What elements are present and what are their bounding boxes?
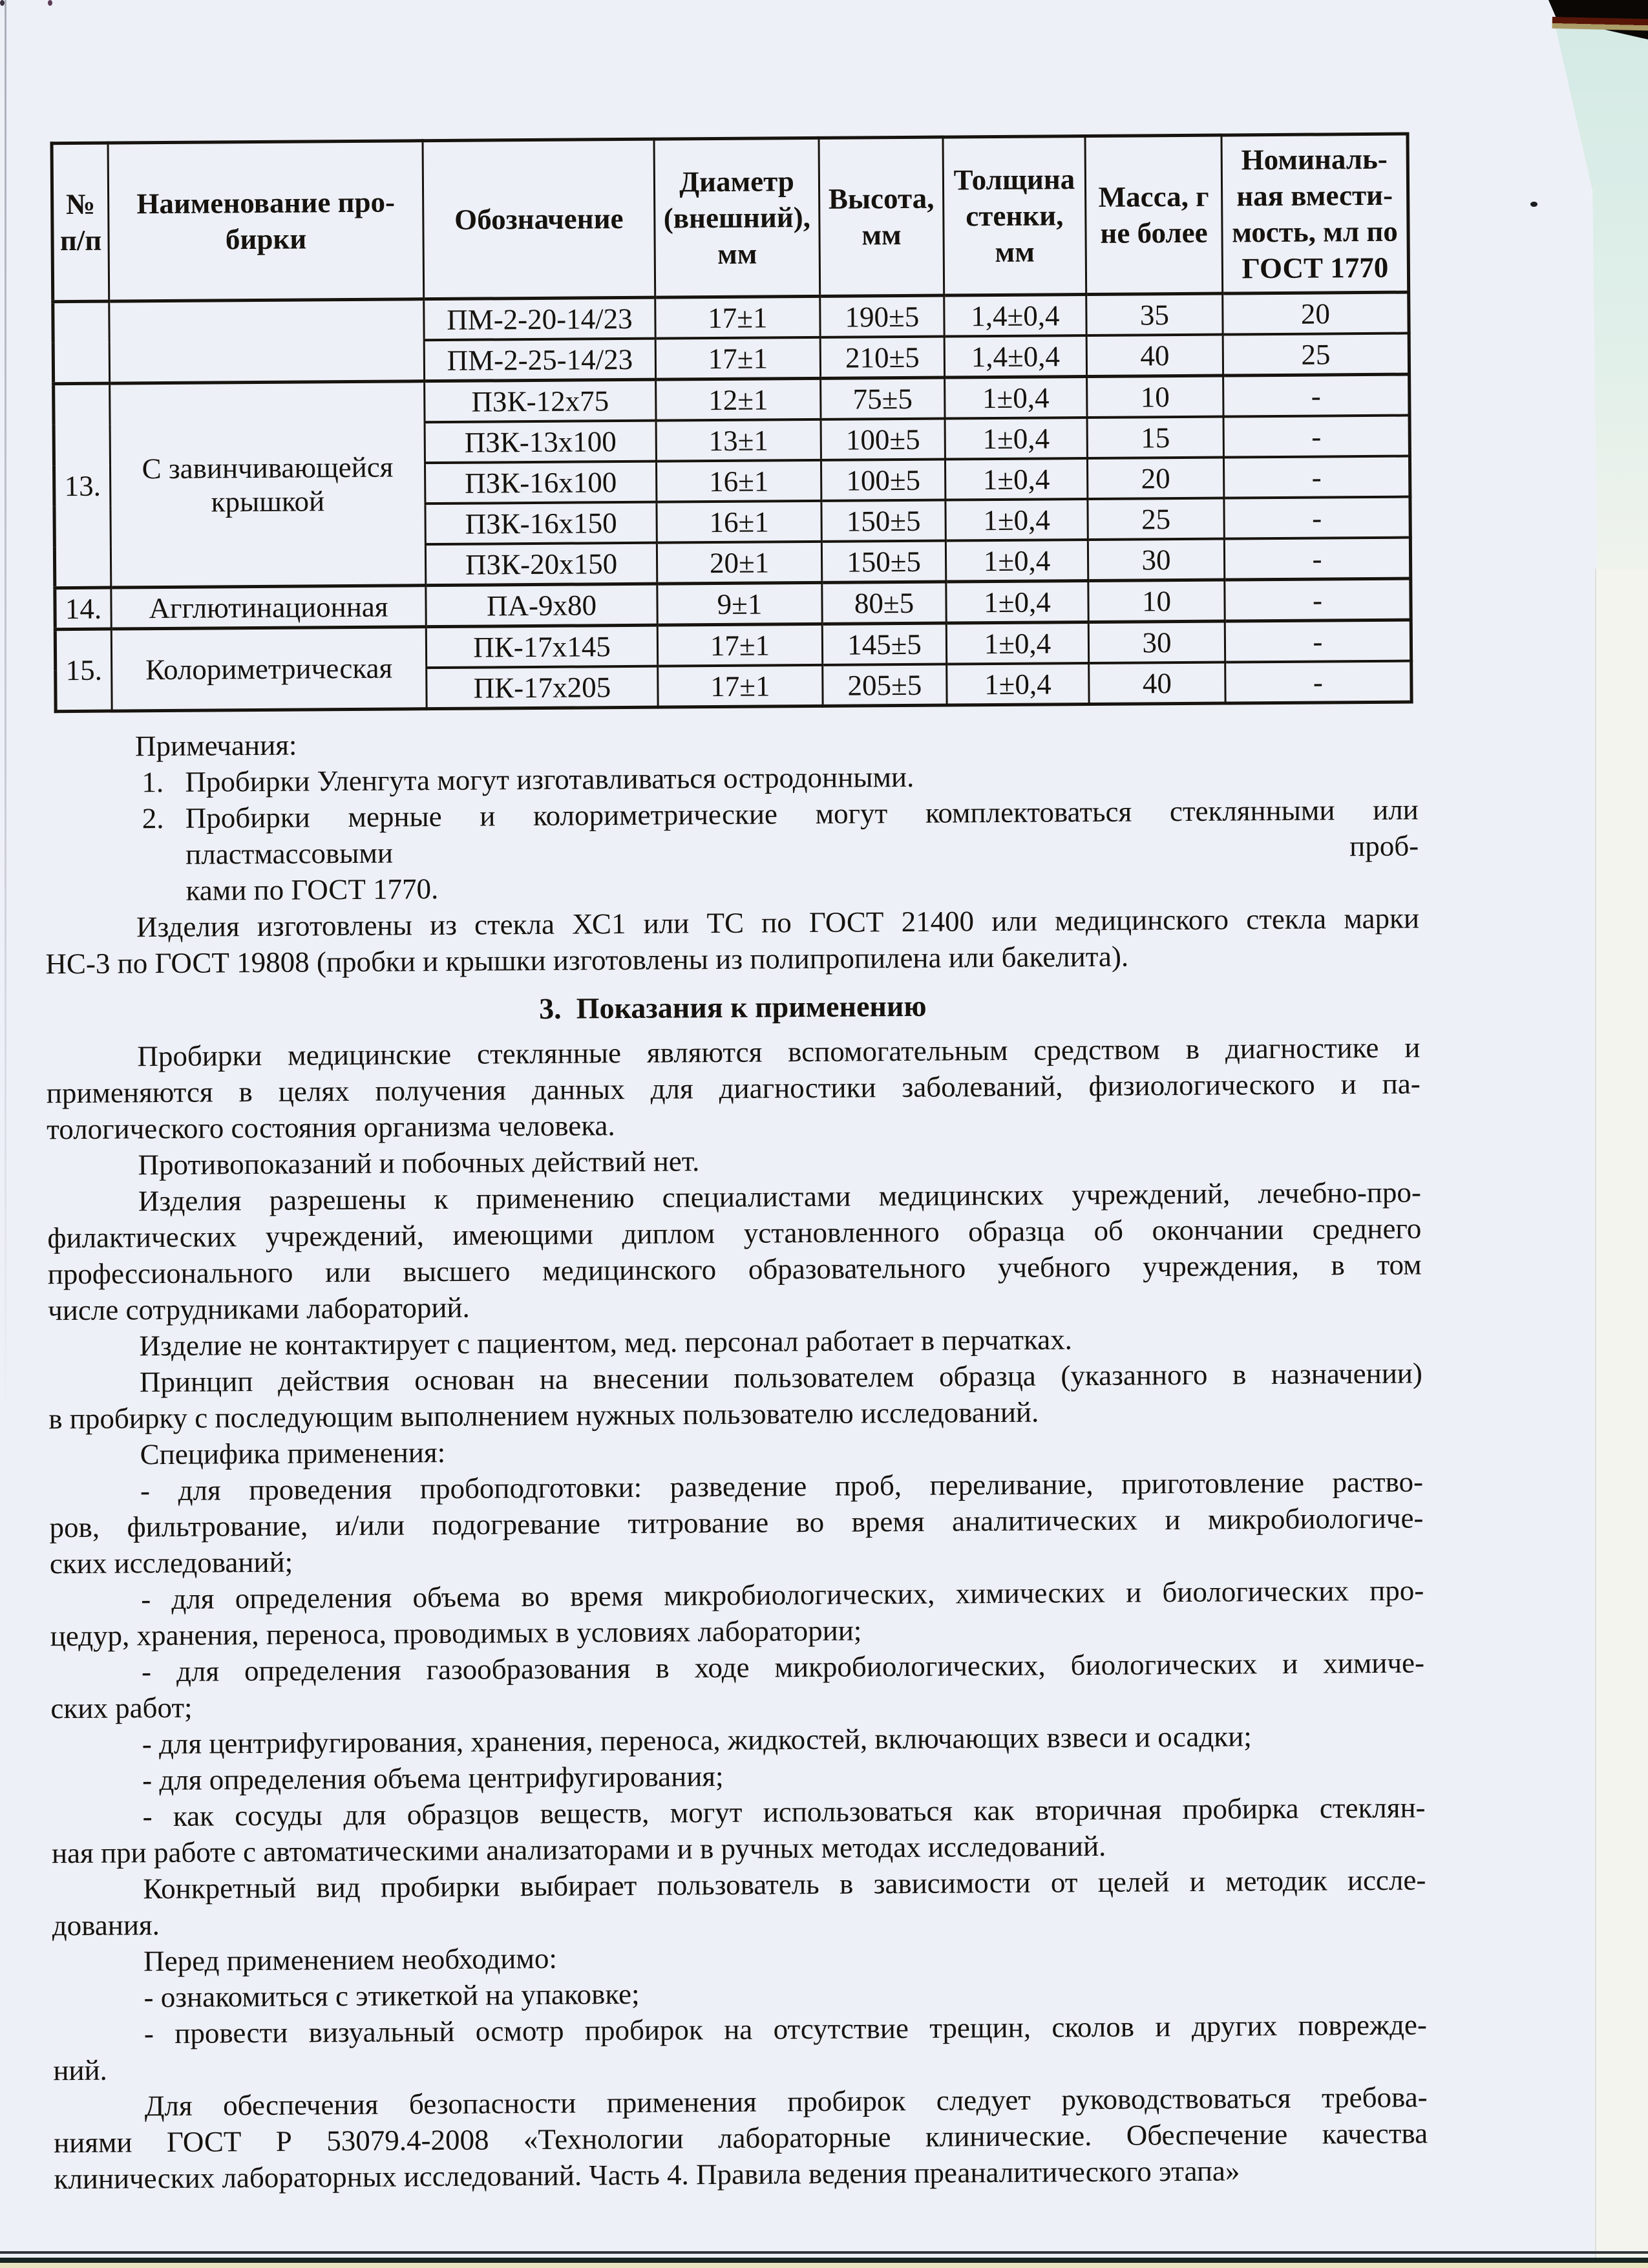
table-header-cell: Высота, мм — [819, 137, 944, 296]
spec-cell: 100±5 — [821, 460, 945, 501]
spec-cell: 17±1 — [655, 337, 820, 379]
table-header-row — [52, 134, 1409, 302]
spec-cell: 20 — [1223, 292, 1409, 335]
note-number: 1. — [142, 766, 164, 799]
spec-cell: ПЗК-16х150 — [425, 502, 657, 544]
text-line: дования. — [52, 1909, 160, 1942]
spec-cell: 10 — [1088, 580, 1225, 622]
table-header-cell: Толщина стенки, мм — [943, 136, 1086, 296]
text-line: филактических учреждений, имеющими диплом установленного образца об окончании среднего — [47, 1212, 1422, 1255]
paragraph — [48, 1355, 1423, 1437]
spec-cell: 1,4±0,4 — [944, 335, 1086, 377]
spec-cell: 16±1 — [656, 460, 821, 502]
table-body — [53, 292, 1411, 712]
spec-cell: ПК-17х205 — [427, 666, 658, 709]
text-line: клинических лабораторных исследований. Часть 4. Правила ведения преаналитического этапа» — [54, 2154, 1240, 2196]
text-line: Пробирки Уленгута могут изготавливаться остродонными. — [185, 760, 914, 798]
spec-cell: 17±1 — [657, 624, 822, 666]
text-line: - для определения объема центрифугирования; — [142, 1760, 724, 1797]
text-line: ний. — [53, 2053, 108, 2087]
row-number-cell: 13. — [54, 383, 111, 588]
spec-cell: 1±0,4 — [945, 458, 1087, 500]
spec-cell: - — [1225, 661, 1411, 704]
text-line: Изделия разрешены к применению специалистами медицинских учреждений, лечебно-про- — [138, 1176, 1422, 1218]
text-line: ная при работе с автоматическими анализаторами и в ручных методах исследований. — [51, 1829, 1106, 1870]
spec-cell: 16±1 — [657, 501, 821, 543]
spec-cell: 15 — [1087, 417, 1223, 458]
tube-name-cell: С завинчивающейся крышкой — [110, 381, 426, 588]
spec-cell: 150±5 — [821, 541, 945, 583]
tube-name-cell — [109, 299, 425, 383]
spec-cell: - — [1224, 538, 1410, 580]
scanner-bed-bottom-strip — [0, 2263, 1648, 2268]
text-line: ских работ; — [50, 1691, 193, 1725]
page-bottom-edge-line — [0, 2251, 1648, 2254]
text-line: - как сосуды для образцов веществ, могут использоваться как вторичная пробирка стеклян- — [142, 1791, 1426, 1833]
spec-cell: ПЗК-16х100 — [425, 461, 656, 503]
paragraph — [52, 1861, 1426, 1944]
scan-artifact — [0, 0, 5, 6]
spec-cell: ПМ-2-20-14/23 — [424, 297, 655, 340]
spec-cell: 150±5 — [821, 500, 945, 542]
spec-cell: ПЗК-20х150 — [425, 543, 657, 586]
spec-cell: 1±0,4 — [945, 499, 1088, 541]
text-line: Изделие не контактирует с пациентом, мед. персонал работает в перчатках. — [139, 1323, 1073, 1362]
text-line: - для проведения пробоподготовки: разведение проб, переливание, приготовление раство- — [140, 1465, 1424, 1507]
text-line: Противопоказаний и побочных действий нет. — [138, 1145, 700, 1182]
text-line: - для определения объема во время микробиологических, химических и биологических про- — [141, 1574, 1424, 1616]
text-line: числе сотрудниками лабораторий. — [47, 1291, 470, 1327]
spec-cell: 40 — [1086, 335, 1223, 377]
text-line: Пробирки мерные и колориметрические могут комплектоваться стеклянными или пластмассовыми проб- — [185, 793, 1419, 871]
spec-cell: - — [1223, 374, 1410, 417]
text-line: Перед применением необходимо: — [143, 1942, 558, 1978]
spec-table — [50, 132, 1413, 714]
text-line: ских исследований; — [49, 1545, 293, 1580]
spec-cell: 145±5 — [822, 623, 946, 665]
spec-cell: 35 — [1086, 293, 1223, 335]
row-number-cell: 15. — [55, 629, 112, 712]
text-line: - ознакомиться с этикеткой на упаковке; — [143, 1977, 640, 2014]
spec-cell: 100±5 — [821, 419, 945, 460]
spec-cell: 1±0,4 — [946, 581, 1088, 624]
text-line: - для определения газообразования в ходе микробиологических, биологических и химиче- — [141, 1646, 1425, 1688]
scanner-bed-corner-edge — [1552, 17, 1648, 30]
spec-cell: 9±1 — [657, 582, 822, 625]
text-line: - для центрифугирования, хранения, переноса, жидкостей, включающих взвеси и осадки; — [142, 1720, 1252, 1761]
page-left-edge-shadow — [5, 0, 6, 1680]
spec-cell: 1±0,4 — [946, 622, 1088, 664]
paragraph — [51, 1789, 1426, 1871]
scanner-bed-top-right — [1552, 26, 1648, 575]
text-line: цедур, хранения, переноса, проводимых в условиях лаборатории; — [50, 1614, 862, 1653]
paragraph — [54, 2079, 1428, 2197]
text-line: тологического состояния организма человека. — [46, 1109, 615, 1146]
page-content — [39, 0, 1428, 2197]
note-number: 2. — [142, 802, 164, 835]
text-line: ров, фильтрование, и/или подогревание титрование во время аналитических и микробиологиче- — [49, 1501, 1424, 1544]
text-line: профессионального или высшего медицинского образовательного учебного учреждения, в том — [47, 1248, 1422, 1291]
notes-list — [44, 755, 1419, 909]
paragraph — [47, 1174, 1422, 1328]
section-heading: 3. Показания к применению — [539, 989, 927, 1025]
spec-cell: 190±5 — [820, 295, 944, 337]
spec-cell: 210±5 — [820, 337, 944, 379]
table-header-cell: № п/п — [52, 143, 109, 302]
paragraph — [50, 1644, 1425, 1726]
spec-cell: 30 — [1088, 621, 1225, 663]
row-number-cell — [53, 301, 110, 384]
spec-cell: - — [1224, 497, 1410, 539]
spec-cell: - — [1223, 416, 1410, 458]
spec-cell: ПА-9х80 — [426, 584, 657, 626]
paragraph — [49, 1463, 1424, 1582]
spec-cell: ПЗК-12х75 — [425, 379, 656, 422]
spec-cell: 80±5 — [822, 582, 946, 624]
table-header-cell: Масса, г не более — [1085, 135, 1223, 294]
table-header-cell: Номиналь- ная вмести- мость, мл по ГОСТ 1770 — [1221, 134, 1409, 293]
text-line: ниями ГОСТ Р 53079.4-2008 «Технологии лабораторные клинические. Обеспечение качества — [53, 2117, 1428, 2159]
spec-cell: 1,4±0,4 — [944, 295, 1086, 337]
table-header-cell: Наименование про- бирки — [108, 141, 424, 301]
text-line: Конкретный вид пробирки выбирает пользователь в зависимости от целей и методик иссле- — [143, 1863, 1426, 1905]
spec-cell: 30 — [1088, 539, 1224, 581]
spec-cell: 1±0,4 — [945, 540, 1088, 582]
text-line: Специфика применения: — [140, 1436, 446, 1471]
spec-cell: 1±0,4 — [945, 418, 1087, 460]
table-header-cell: Диаметр (внешний), мм — [654, 138, 820, 297]
text-line: Изделия изготовлены из стекла ХС1 или ТС по ГОСТ 21400 или медицинского стекла марки — [136, 902, 1420, 944]
spec-cell: ПЗК-13х100 — [425, 421, 656, 463]
text-line: - провести визуальный осмотр пробирок на отсутствие трещин, сколов и других поврежде- — [143, 2008, 1428, 2050]
notes — [44, 719, 1419, 909]
spec-cell: - — [1223, 456, 1410, 498]
section-body — [46, 1029, 1428, 2197]
tube-name-cell: Колориметрическая — [111, 627, 427, 711]
tube-name-cell: Агглютинационная — [111, 586, 426, 629]
material-paragraph — [45, 900, 1420, 982]
paragraph — [50, 1572, 1424, 1654]
spec-cell: 13±1 — [656, 419, 821, 461]
notes-title: Примечания: — [134, 728, 297, 763]
spec-cell: 205±5 — [823, 664, 947, 706]
paragraph — [53, 2006, 1428, 2088]
spec-cell: 20±1 — [657, 542, 821, 584]
page-right-edge — [1595, 569, 1648, 2268]
spec-cell: 40 — [1089, 662, 1225, 705]
spec-cell: 1±0,4 — [945, 377, 1087, 419]
scan-artifact — [1530, 202, 1537, 207]
spec-cell: 25 — [1223, 334, 1409, 376]
text-line: применяются в целях получения данных для диагностики заболеваний, физиологического и па- — [46, 1067, 1421, 1110]
text-line: Для обеспечения безопасности применения пробирок следует руководствоваться требова- — [144, 2081, 1428, 2123]
note-item — [45, 791, 1419, 909]
spec-cell: - — [1225, 578, 1411, 621]
spec-cell: 12±1 — [656, 378, 821, 420]
text-line: ками по ГОСТ 1770. — [185, 873, 439, 907]
spec-cell: ПК-17х145 — [426, 625, 657, 668]
spec-cell: 1±0,4 — [947, 663, 1089, 705]
spec-cell: 75±5 — [821, 377, 945, 419]
text-line: Пробирки медицинские стеклянные являются вспомогательным средством в диагностике и — [137, 1031, 1421, 1073]
spec-cell: 20 — [1087, 458, 1223, 499]
spec-cell: 17±1 — [655, 296, 820, 338]
text-line: в пробирку с последующим выполнением нужных пользователю исследований. — [48, 1395, 1039, 1436]
paragraph — [46, 1029, 1421, 1147]
spec-cell: 10 — [1087, 376, 1223, 418]
text-line: НС-3 по ГОСТ 19808 (пробки и крышки изготовлены из полипропилена или бакелита). — [45, 940, 1129, 980]
row-number-cell: 14. — [55, 588, 111, 630]
spec-cell: 17±1 — [658, 665, 823, 707]
spec-cell: - — [1225, 620, 1411, 662]
table-header-cell: Обозначение — [423, 139, 655, 299]
spec-cell: ПМ-2-25-14/23 — [424, 339, 655, 381]
text-line: Принцип действия основан на внесении пользователем образца (указанного в назначении) — [139, 1357, 1423, 1399]
spec-cell: 25 — [1088, 498, 1224, 540]
